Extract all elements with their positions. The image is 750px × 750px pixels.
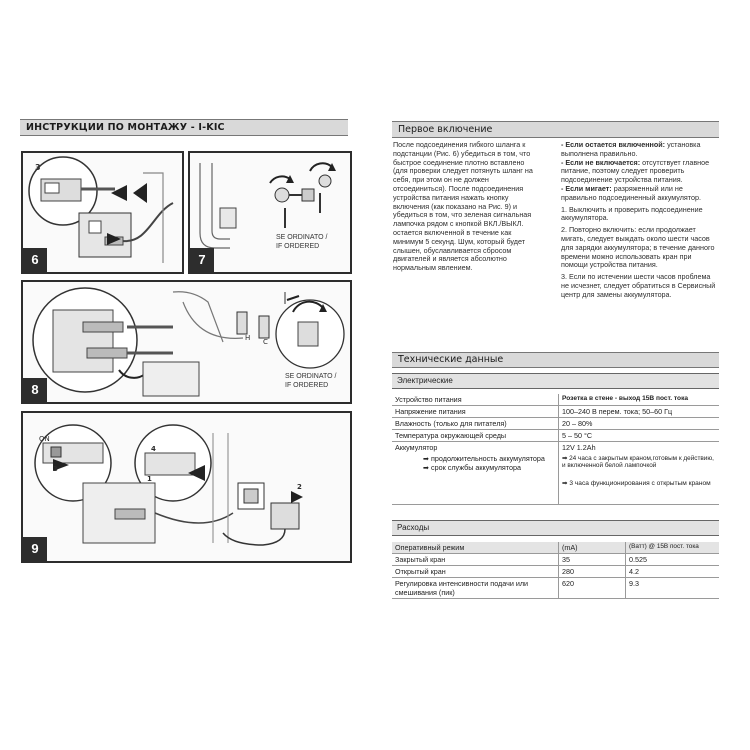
consumption-row-label: Регулировка интенсивности подачи или смешивания (пик) <box>392 578 559 599</box>
battery-value: 12V 1.2Ah <box>562 443 596 452</box>
electrical-row-label: Устройство питания <box>392 394 559 406</box>
battery-note-1: ➡ 24 часа с закрытым краном,готовым к действию, и включенной белой лампочкой <box>562 455 714 469</box>
consumption-header-label: Оперативный режим <box>392 542 559 554</box>
battery-note-2: ➡ 3 часа функционирования с открытым краном <box>562 480 711 487</box>
tech-data-header <box>392 352 719 368</box>
consumption-row-label: Закрытый кран <box>392 554 559 566</box>
status-item-on-text: установка выполнена правильно. <box>561 140 701 158</box>
status-item-off-lead: - Если не включается: <box>561 157 641 167</box>
table-row <box>392 418 719 430</box>
figure-6-step-label: 3 <box>35 163 41 172</box>
figure-8-caption-line-2: IF ORDERED <box>285 382 329 389</box>
consumption-row-ma: 35 <box>559 554 626 566</box>
consumption-row-ma: 620 <box>559 578 626 599</box>
consumption-table <box>392 542 719 599</box>
first-start-right-text <box>561 141 717 300</box>
status-item-blink <box>561 185 717 203</box>
figure-9-step-4: 4 <box>151 445 156 453</box>
consumption-row-w: 9.3 <box>626 578 720 599</box>
status-item-blink-text: разряженный или не правильно подсоединенный аккумулятор. <box>561 183 701 202</box>
electrical-section-bar <box>392 373 719 389</box>
electrical-row-value: Розетка в стене - выход 15В пост. тока <box>559 394 720 406</box>
left-page-header <box>20 119 348 136</box>
figure-8-hot-label: H <box>245 334 251 342</box>
consumption-header-ma: (mA) <box>559 542 626 554</box>
figure-8-caption-line-1: SE ORDINATO / <box>285 373 337 380</box>
electrical-row-label: Влажность (только для питателя) <box>392 418 559 430</box>
battery-label: Аккумулятор <box>395 443 438 452</box>
table-row <box>392 394 719 406</box>
table-header-row <box>392 542 719 554</box>
consumption-row-w: 0.525 <box>626 554 720 566</box>
status-item-on-lead: - Если остается включенной: <box>561 140 666 149</box>
electrical-row-value: 20 – 80% <box>559 418 720 430</box>
table-row <box>392 554 719 566</box>
figure-9-number: 9 <box>23 537 47 561</box>
figure-7-caption-line-1: SE ORDINATO / <box>276 234 328 241</box>
figure-7-caption <box>276 233 327 251</box>
figure-7-number: 7 <box>190 248 214 272</box>
electrical-section-title: Электрические <box>397 376 453 385</box>
table-row <box>392 406 719 418</box>
consumption-section-bar <box>392 520 719 536</box>
table-row <box>392 578 719 599</box>
figure-6-number: 6 <box>23 248 47 272</box>
electrical-table <box>392 394 719 505</box>
status-item-blink-lead: - Если мигает: <box>561 183 612 193</box>
status-item-off-text: отсутствует главное питание, поэтому следует проверить подсоединение устройства питания. <box>561 157 710 185</box>
consumption-header-w: (Ватт) @ 15В пост. тока <box>626 542 720 554</box>
battery-sub-lifetime: ➡ срок службы аккумулятора <box>423 463 522 472</box>
status-item-on <box>561 141 717 159</box>
first-start-left-text <box>393 141 541 273</box>
electrical-row-label: Температура окружающей среды <box>392 430 559 442</box>
figure-8-caption <box>285 372 336 390</box>
figure-8-cold-label: C <box>263 338 268 346</box>
battery-value-cell <box>559 442 720 505</box>
figure-9-panel <box>21 411 352 563</box>
electrical-row-value: 100–240 В перем. тока; 50–60 Гц <box>559 406 720 418</box>
electrical-row-value: 5 – 50 °С <box>559 430 720 442</box>
left-page-title: ИНСТРУКЦИИ ПО МОНТАЖУ - I-KIC <box>26 122 225 133</box>
figure-9-on-label: ON <box>39 435 50 443</box>
consumption-row-w: 4.2 <box>626 566 720 578</box>
step-1: 1. Выключить и проверить подсоединение аккумулятора. <box>561 204 703 223</box>
figure-8-number: 8 <box>23 378 47 402</box>
battery-label-cell <box>392 442 559 505</box>
consumption-row-ma: 280 <box>559 566 626 578</box>
figure-9-step-3: 3 <box>53 465 58 473</box>
first-start-title: Первое включение <box>398 124 493 135</box>
figure-8-panel <box>21 280 352 404</box>
figure-7-caption-line-2: IF ORDERED <box>276 243 320 250</box>
figure-9-step-1: 1 <box>147 475 152 483</box>
table-row <box>392 566 719 578</box>
consumption-section-title: Расходы <box>397 523 430 532</box>
figure-7-panel <box>188 151 352 274</box>
first-start-header <box>392 121 719 138</box>
figure-9-step-2: 2 <box>297 483 302 491</box>
figure-7-illustration <box>190 153 350 272</box>
first-start-paragraph: После подсоединения гибкого шланга к подстанции (Рис. 6) убедиться в том, что быстрое соединение плотно вставлено (для проверки следует потянуть шланг на себя, при этом он не должен отсоединиться). После подсоединения устройства питания нажать кнопку включения (как показано на Рис. 9) и убедиться в том, что зеленая сигнальная лампочка рядом с кнопкой ВКЛ./ВЫКЛ. остается включенной в течение как минимум 5 секунд. Шум, который будет слышен, обуславливается сбросом двигателей и является абсолютно нормальным явлением. <box>393 140 533 273</box>
step-2: 2. Повторно включить: если продолжает мигать, следует выждать около шести часов для зарядки аккумулятора; в течение данного времени можно использовать кран при помощи устройства питания. <box>561 225 715 270</box>
table-row <box>392 442 719 505</box>
table-row <box>392 430 719 442</box>
electrical-row-label: Напряжение питания <box>392 406 559 418</box>
battery-sub-duration: ➡ продолжительность аккумулятора <box>423 454 545 463</box>
status-item-off <box>561 159 717 185</box>
tech-data-title: Технические данные <box>398 354 504 365</box>
step-3: 3. Если по истечении шести часов проблема не исчезнет, следует обратиться в Сервисный центр для замены аккумулятора. <box>561 272 716 299</box>
figure-6-panel <box>21 151 184 274</box>
consumption-row-label: Открытый кран <box>392 566 559 578</box>
